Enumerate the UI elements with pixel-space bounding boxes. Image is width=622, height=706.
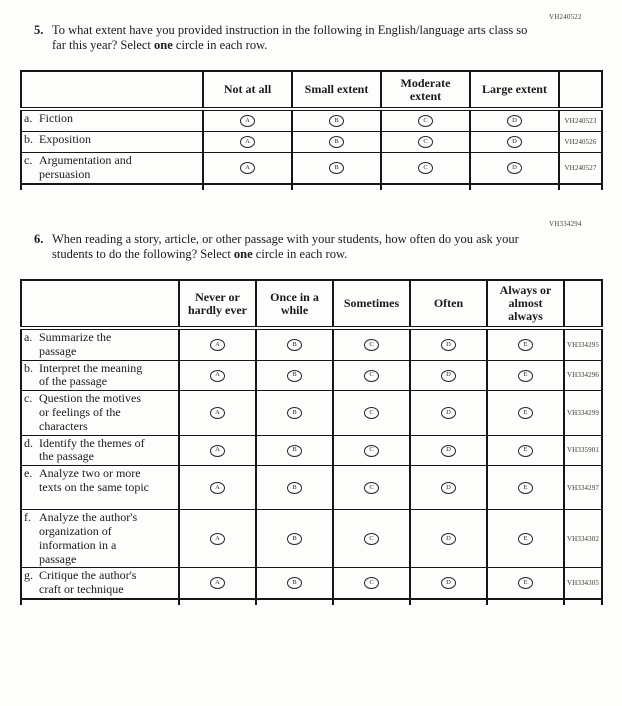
question-5-text-bold: one — [154, 38, 173, 53]
question-6 — [34, 232, 549, 263]
question-5-text-after: circle in each row. — [172, 38, 268, 53]
q5-row-exposition — [21, 132, 602, 153]
q5-argumentation-option-circle-c[interactable]: C — [418, 162, 433, 174]
q6-analyze-texts-option-circle-d[interactable]: D — [441, 482, 456, 494]
q5-row-argumentation-label-cell — [21, 153, 203, 184]
q6-column-header-always: Always or almost always — [487, 280, 564, 328]
q6-organization-option-circle-e[interactable]: E — [518, 533, 533, 545]
q5-row-fiction — [21, 109, 602, 132]
question-6-number: 6. — [34, 232, 44, 246]
q6-row-question-motives — [21, 391, 602, 435]
q6-column-header-once-in-a-while: Once in a while — [256, 280, 333, 328]
q5-header-row — [21, 71, 602, 109]
q5-argumentation-option-circle-d[interactable]: D — [507, 162, 522, 174]
q5-row-exposition-label-cell — [21, 132, 203, 153]
q5-exposition-option-circle-a[interactable]: A — [240, 136, 255, 148]
q5-exposition-option-circle-c[interactable]: C — [418, 136, 433, 148]
q5-row-argumentation — [21, 153, 602, 184]
row-label: Analyze the author's organization of information in a passage — [39, 510, 138, 566]
q5-argumentation-option-circle-a[interactable]: A — [240, 162, 255, 174]
q6-analyze-texts-option-circle-e[interactable]: E — [518, 482, 533, 494]
q5-exposition-option-circle-d[interactable]: D — [507, 136, 522, 148]
q6-row-interpret — [21, 360, 602, 391]
row-item-letter: f. — [24, 510, 31, 525]
q6-motives-option-circle-c[interactable]: C — [364, 407, 379, 419]
q5-fiction-option-circle-a[interactable]: A — [240, 115, 255, 127]
q6-motives-option-circle-b[interactable]: B — [287, 407, 302, 419]
q6-critique-option-circle-e[interactable]: E — [518, 577, 533, 589]
question-6-text-bold: one — [233, 247, 253, 262]
row-label: Interpret the meaning of the passage — [39, 360, 143, 389]
q6-themes-option-circle-e[interactable]: E — [518, 445, 533, 457]
row-code: VH334297 — [564, 466, 602, 510]
q6-motives-option-circle-a[interactable]: A — [210, 407, 225, 419]
q5-column-header-small-extent: Small extent — [292, 71, 381, 109]
row-code: VH334305 — [564, 568, 602, 599]
q6-organization-option-circle-d[interactable]: D — [441, 533, 456, 545]
q6-row-critique-label-cell — [21, 568, 179, 599]
q6-row-summarize-label-cell — [21, 328, 179, 360]
row-label: Identify the themes of the passage — [39, 435, 145, 464]
q6-header-row — [21, 280, 602, 328]
q6-column-header-often: Often — [410, 280, 487, 328]
q6-analyze-texts-option-circle-b[interactable]: B — [287, 482, 302, 494]
q6-summarize-option-circle-e[interactable]: E — [518, 339, 533, 351]
question-6-text-after: circle in each row. — [252, 247, 348, 262]
row-item-letter: e. — [24, 466, 33, 481]
q6-interpret-option-circle-c[interactable]: C — [364, 370, 379, 382]
q6-critique-option-circle-c[interactable]: C — [364, 577, 379, 589]
row-code: VH240526 — [559, 132, 602, 153]
row-item-letter: a. — [24, 111, 33, 125]
q6-motives-option-circle-d[interactable]: D — [441, 407, 456, 419]
q6-organization-option-circle-a[interactable]: A — [210, 533, 225, 545]
q5-fiction-option-circle-d[interactable]: D — [507, 115, 522, 127]
q6-row-analyze-texts-label-cell — [21, 466, 179, 510]
q6-interpret-option-circle-a[interactable]: A — [210, 370, 225, 382]
row-code: VH240527 — [559, 153, 602, 184]
q6-interpret-option-circle-e[interactable]: E — [518, 370, 533, 382]
q5-border-stub-row — [21, 184, 602, 190]
row-item-letter: d. — [24, 435, 33, 450]
q6-critique-option-circle-a[interactable]: A — [210, 577, 225, 589]
row-code: VH335901 — [564, 435, 602, 466]
q6-themes-option-circle-c[interactable]: C — [364, 445, 379, 457]
row-item-letter: c. — [24, 391, 33, 406]
q6-row-interpret-label-cell — [21, 360, 179, 391]
row-label: Critique the author's craft or technique — [39, 568, 137, 597]
q5-fiction-option-circle-c[interactable]: C — [418, 115, 433, 127]
q6-column-header-never: Never or hardly ever — [179, 280, 256, 328]
q6-border-stub-row — [21, 599, 602, 605]
q5-row-fiction-label-cell — [21, 109, 203, 132]
q5-exposition-option-circle-b[interactable]: B — [329, 136, 344, 148]
question-6-text-before: When reading a story, article, or other passage with your students, how often do you ask your students to do the following? Select — [52, 232, 519, 262]
q6-analyze-texts-option-circle-a[interactable]: A — [210, 482, 225, 494]
q6-form-code: VH334294 — [549, 220, 582, 228]
row-code: VH334296 — [564, 360, 602, 391]
row-label: Fiction — [39, 111, 74, 125]
q6-critique-option-circle-b[interactable]: B — [287, 577, 302, 589]
q5-column-header-not-at-all: Not at all — [203, 71, 292, 109]
question-5-text-before: To what extent have you provided instruction in the following in English/language arts class so far this year? Select — [52, 23, 528, 53]
q5-header-code-cell — [559, 71, 602, 109]
q5-form-code: VH240522 — [549, 13, 582, 21]
row-label: Analyze two or more texts on the same topic — [39, 466, 149, 494]
row-code: VH334295 — [564, 328, 602, 360]
q6-interpret-option-circle-d[interactable]: D — [441, 370, 456, 382]
q5-header-spacer-cell — [21, 71, 203, 109]
row-item-letter: c. — [24, 153, 33, 167]
q6-themes-option-circle-d[interactable]: D — [441, 445, 456, 457]
q5-response-table — [20, 70, 603, 190]
q6-summarize-option-circle-d[interactable]: D — [441, 339, 456, 351]
q6-column-header-sometimes: Sometimes — [333, 280, 410, 328]
row-code: VH334299 — [564, 391, 602, 435]
row-item-letter: b. — [24, 132, 33, 146]
q6-summarize-option-circle-b[interactable]: B — [287, 339, 302, 351]
q5-fiction-option-circle-b[interactable]: B — [329, 115, 344, 127]
q6-interpret-option-circle-b[interactable]: B — [287, 370, 302, 382]
q6-row-summarize — [21, 328, 602, 360]
q6-row-analyze-organization-label-cell — [21, 510, 179, 568]
q6-row-analyze-texts — [21, 466, 602, 510]
q6-critique-option-circle-d[interactable]: D — [441, 577, 456, 589]
q6-row-question-motives-label-cell — [21, 391, 179, 435]
q6-header-spacer-cell — [21, 280, 179, 328]
q6-summarize-option-circle-a[interactable]: A — [210, 339, 225, 351]
q6-themes-option-circle-a[interactable]: A — [210, 445, 225, 457]
q6-response-table — [20, 279, 603, 605]
row-label: Question the motives or feelings of the characters — [39, 391, 141, 433]
q5-column-header-moderate-extent: Moderate extent — [381, 71, 470, 109]
q6-themes-option-circle-b[interactable]: B — [287, 445, 302, 457]
row-item-letter: a. — [24, 330, 33, 344]
q6-motives-option-circle-e[interactable]: E — [518, 407, 533, 419]
q6-row-analyze-organization — [21, 510, 602, 568]
q6-row-identify-themes — [21, 435, 602, 466]
row-item-letter: b. — [24, 360, 33, 375]
q6-analyze-texts-option-circle-c[interactable]: C — [364, 482, 379, 494]
q6-organization-option-circle-c[interactable]: C — [364, 533, 379, 545]
q6-row-identify-themes-label-cell — [21, 435, 179, 466]
row-label: Exposition — [39, 132, 92, 146]
q5-argumentation-option-circle-b[interactable]: B — [329, 162, 344, 174]
q6-header-code-cell — [564, 280, 602, 328]
question-5-text — [52, 23, 544, 54]
row-label: Summarize the passage — [39, 330, 112, 358]
q6-row-critique — [21, 568, 602, 599]
q6-organization-option-circle-b[interactable]: B — [287, 533, 302, 545]
row-item-letter: g. — [24, 568, 33, 583]
q6-summarize-option-circle-c[interactable]: C — [364, 339, 379, 351]
question-5 — [34, 23, 546, 54]
question-5-number: 5. — [34, 23, 44, 37]
question-6-text — [52, 232, 547, 263]
q5-column-header-large-extent: Large extent — [470, 71, 559, 109]
row-code: VH240523 — [559, 109, 602, 132]
row-label: Argumentation and persuasion — [39, 153, 132, 181]
row-code: VH334302 — [564, 510, 602, 568]
